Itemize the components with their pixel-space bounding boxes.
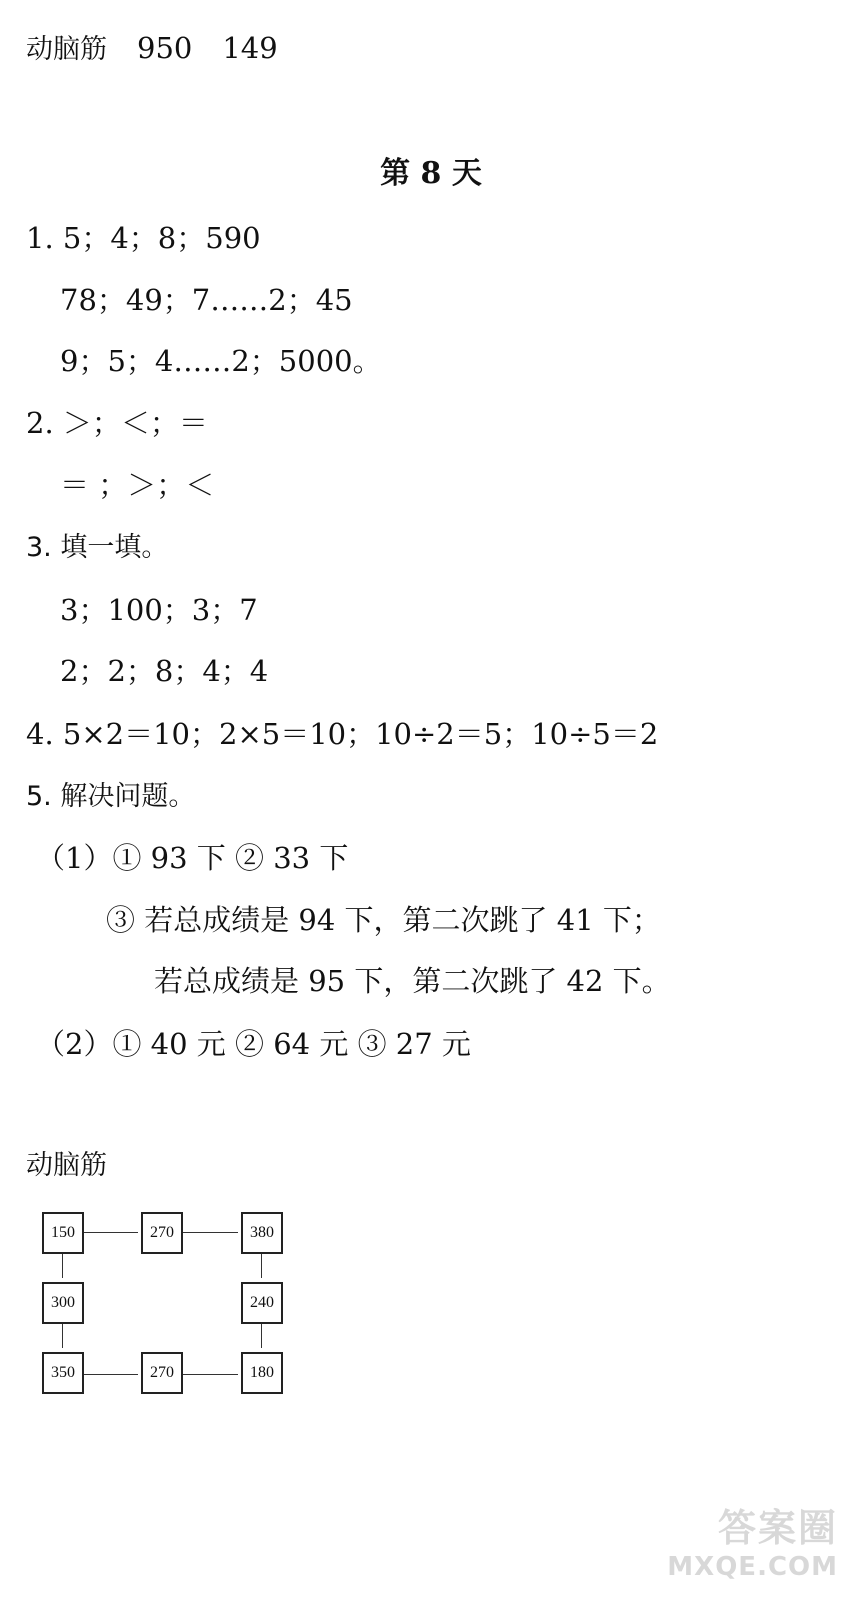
number-square-diagram (38, 1208, 288, 1398)
node-top-left: 150 (42, 1212, 84, 1254)
brain-teaser-label-top: 动脑筋 (26, 34, 107, 65)
answer-5-part-1-line-1: （1）① 93 下 ② 33 下 (36, 841, 349, 875)
day-title: 第 8 天 (380, 156, 482, 191)
connector-left-lower (62, 1320, 63, 1348)
node-middle-right: 240 (241, 1282, 283, 1324)
connector-left-upper (62, 1250, 63, 1278)
node-bottom-left: 350 (42, 1352, 84, 1394)
connector-bottom-right (180, 1374, 238, 1375)
connector-right-lower (261, 1320, 262, 1348)
answer-1-line-3: 9；5；4……2；5000。 (60, 344, 382, 378)
node-top-right: 380 (241, 1212, 283, 1254)
connector-top-right (180, 1232, 238, 1233)
answer-5-part-2-line: （2）① 40 元 ② 64 元 ③ 27 元 (36, 1027, 471, 1061)
answer-3-line-1: 3；100；3；7 (60, 593, 258, 627)
watermark-logo (638, 1504, 838, 1594)
node-bottom-middle: 270 (141, 1352, 183, 1394)
top-answer-line (26, 30, 278, 68)
answer-5-heading: 5. 解决问题。 (26, 781, 196, 812)
node-middle-left: 300 (42, 1282, 84, 1324)
node-bottom-right: 180 (241, 1352, 283, 1394)
answer-2-line-2: ＝ ；＞；＜ (60, 468, 215, 502)
connector-top-left (80, 1232, 138, 1233)
answer-value-149: 149 (222, 31, 278, 65)
node-top-middle: 270 (141, 1212, 183, 1254)
answer-1-line-1: 1. 5；4；8；590 (26, 221, 261, 255)
answer-value-950: 950 (137, 31, 193, 65)
connector-bottom-left (80, 1374, 138, 1375)
answer-5-part-1-line-3: 若总成绩是 95 下，第二次跳了 42 下。 (154, 964, 671, 998)
brain-teaser-label: 动脑筋 (26, 1150, 107, 1181)
answer-4-line: 4. 5×2＝10；2×5＝10；10÷2＝5；10÷5＝2 (26, 717, 659, 751)
answer-1-line-2: 78；49；7……2；45 (60, 283, 353, 317)
answer-3-heading: 3. 填一填。 (26, 532, 169, 563)
watermark-logo-text: 答案圈 (717, 1506, 838, 1550)
answer-5-part-1-line-2: ③ 若总成绩是 94 下，第二次跳了 41 下； (106, 903, 661, 937)
answer-2-line-1: 2. ＞；＜；＝ (26, 406, 208, 440)
watermark-domain-text: MXQE.COM (667, 1552, 838, 1582)
connector-right-upper (261, 1250, 262, 1278)
answer-3-line-2: 2；2；8；4；4 (60, 654, 269, 688)
